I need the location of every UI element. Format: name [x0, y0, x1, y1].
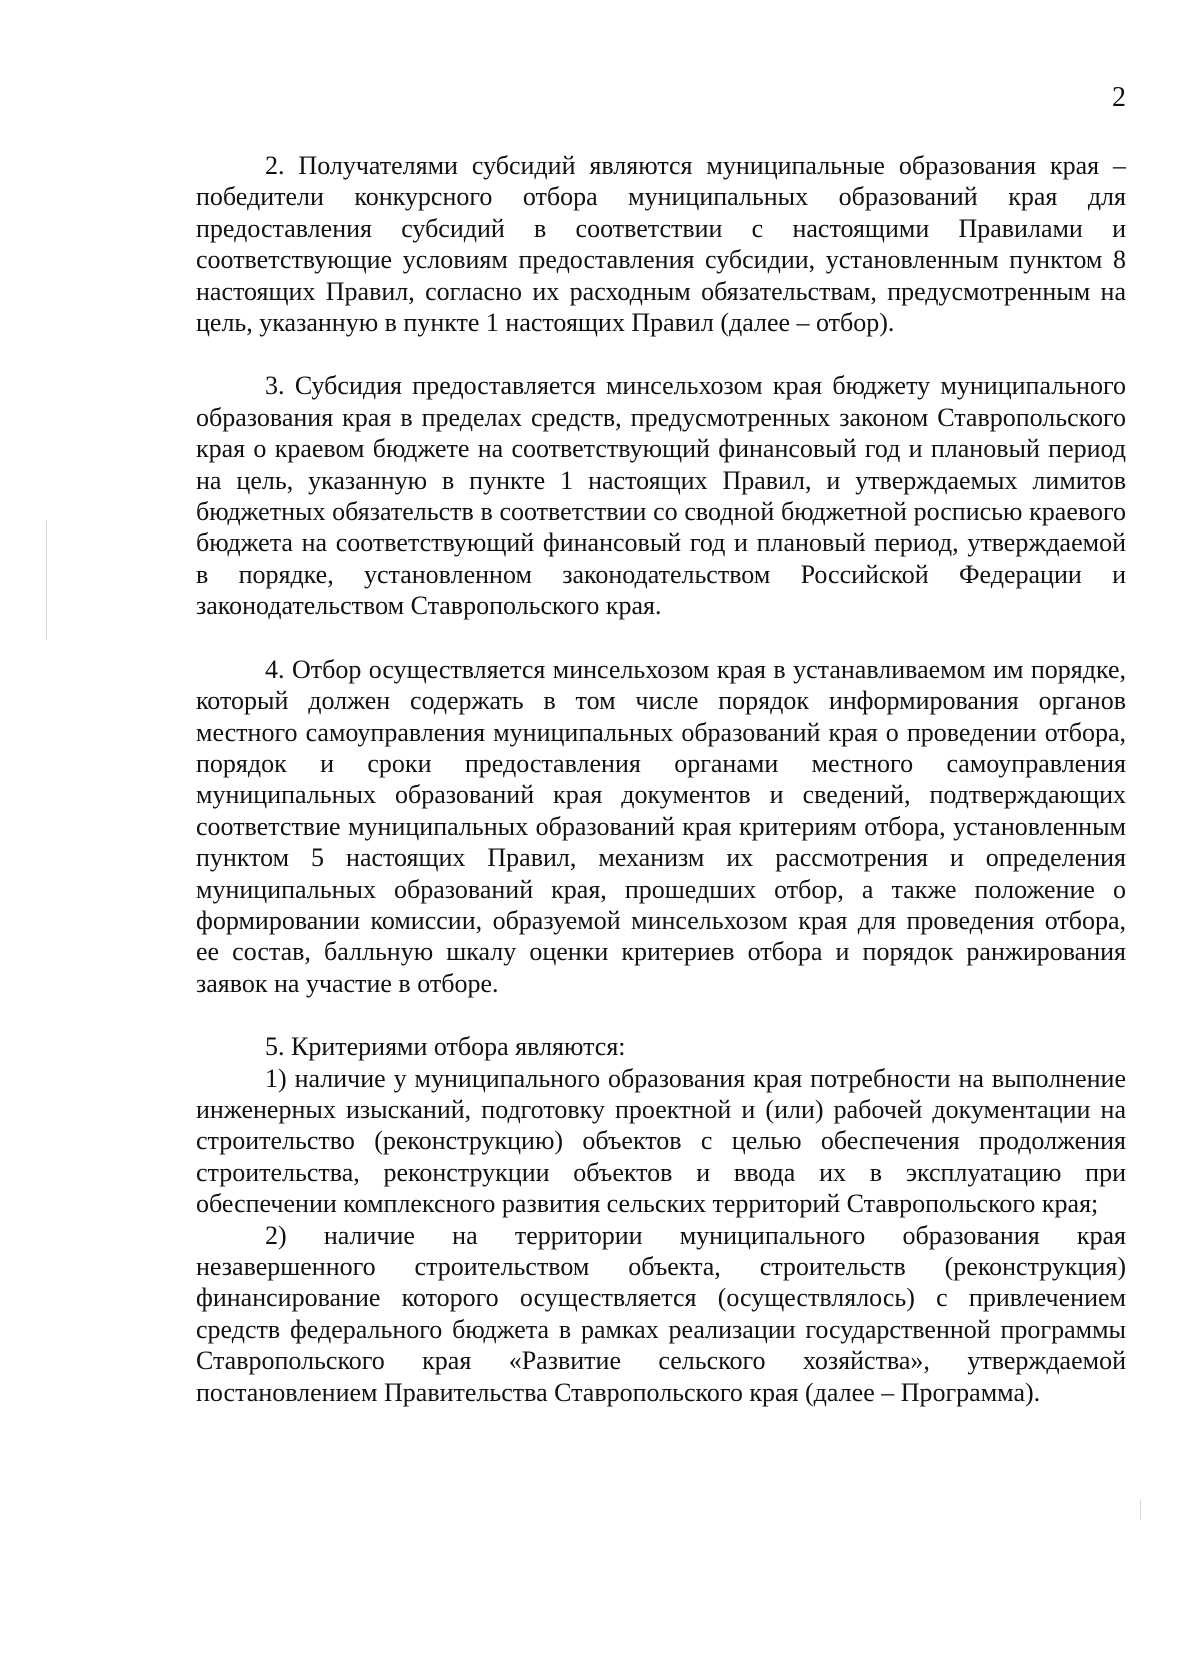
- paragraph-4: 4. Отбор осуществляется минсельхозом края в устанавливаемом им порядке, который должен содержать в том числе порядок информирования органов местного самоуправления муниципальных образований края о проведении отбора, порядок и сроки предоставления органами местного самоуправления муниципальных образований края документов и сведений, подтверждающих соответствие муниципальных образований края критериям отбора, установленным пунктом 5 настоящих Правил, механизм их рассмотрения и определения муниципальных образований края, прошедших отбор, а также положение о формировании комиссии, образуемой минсельхозом края для проведения отбора, ее состав, балльную шкалу оценки критериев отбора и порядок ранжирования заявок на участие в отборе.: [196, 654, 1126, 998]
- paragraph-2: 2. Получателями субсидий являются муниципальные образования края – победители конкурсного отбора муниципальных образований края для предоставления субсидий в соответствии с настоящими Правилами и соответствующие условиям предоставления субсидии, установленным пунктом 8 настоящих Правил, согласно их расходным обязательствам, предусмотренным на цель, указанную в пункте 1 настоящих Правил (далее – отбор).: [196, 151, 1126, 338]
- document-body: [196, 150, 1126, 1408]
- page-number: 2: [1112, 82, 1126, 113]
- paragraph-5-item-2: 2) наличие на территории муниципального образования края незавершенного строительством объекта, строительств (реконструкция) финансирование которого осуществляется (осуществлялось) с привлечением средств федерального бюджета в рамках реализации государственной программы Ставропольского края «Развитие сельского хозяйства», утверждаемой постановлением Правительства Ставропольского края (далее – Программа).: [196, 1220, 1126, 1407]
- scan-mark-right: [1140, 1500, 1141, 1520]
- paragraph-5-heading: 5. Критериями отбора являются:: [265, 1032, 626, 1062]
- scan-mark-left: [46, 520, 47, 640]
- paragraph-3: 3. Субсидия предоставляется минсельхозом края бюджету муниципального образования края в пределах средств, предусмотренных законом Ставропольского края о краевом бюджете на соответствующий финансовый год и плановый период на цель, указанную в пункте 1 настоящих Правил, и утверждаемых лимитов бюджетных обязательств в соответствии со сводной бюджетной росписью краевого бюджета на соответствующий финансовый год и плановый период, утверждаемой в порядке, установленном законодательством Российской Федерации и законодательством Ставропольского края.: [196, 371, 1126, 621]
- paragraph-5-item-1: 1) наличие у муниципального образования края потребности на выполнение инженерных изысканий, подготовку проектной и (или) рабочей документации на строительство (реконструкцию) объектов с целью обеспечения продолжения строительства, реконструкции объектов и ввода их в эксплуатацию при обеспечении комплексного развития сельских территорий Ставропольского края;: [196, 1063, 1126, 1219]
